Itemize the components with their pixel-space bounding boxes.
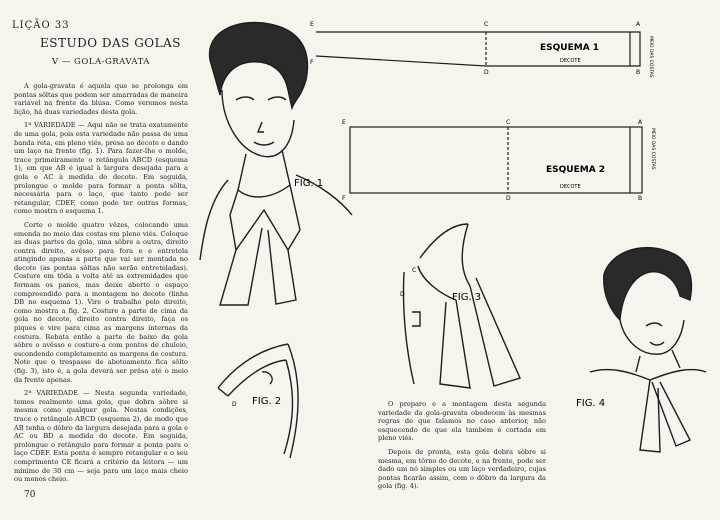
fig1-label: FIG. 1	[294, 178, 324, 189]
paragraph-preparation: O preparo e a montagem desta segunda variedade da gola-gravata obedecem às mesmas regras de que falamos no caso anterior, não esquecendo de que ela também é cortada em pleno viés.	[378, 400, 546, 443]
fig2-point-d: D	[232, 401, 237, 408]
s2-point-c: C	[506, 119, 511, 126]
scheme1-decote: DECOTE	[560, 58, 581, 64]
s1-point-b: B	[636, 69, 641, 76]
paragraph-variety-2: 2ª VARIEDADE — Nesta segunda variedade, temos realmente uma gola, que dobra sôbre si mesma como qualquer gola. Nestas condições, trace o retângulo ABCD (esquema 2), de modo que AB tenha o dôbro da largura desejada para a gola e AC ou BD a medida do decote. Em seguida, prolongue o retângulo para formar a ponta para o laço CDEF. Esta ponta é sempre retangular e o seu comprimento CE ficará a critério da leitora — um mínimo de 30 cm — seja para um laço mais cheio ou menos cheio.	[14, 389, 188, 484]
scheme1-side-label: MEIO DAS COSTAS	[648, 36, 653, 78]
paragraph-intro: A gola-gravata é aquela que se prolonga em pontas sôltas que podem ser amarradas de maneira variável na frente da blusa. Como veremos nesta lição, há duas variedades desta gola.	[14, 82, 188, 116]
section-subtitle: V — GOLA-GRAVATA	[52, 57, 150, 67]
fig4-illustration	[590, 248, 706, 452]
s2-point-d: D	[506, 195, 511, 202]
s1-point-f: F	[310, 59, 314, 66]
fig1-illustration	[200, 23, 352, 306]
scheme2-side-label: MEIO DAS COSTAS	[650, 128, 655, 170]
s1-point-d: D	[484, 69, 489, 76]
scheme2-title: ESQUEMA 2	[546, 165, 606, 175]
paragraph-variety-1: 1ª VARIEDADE — Aqui não se trata exatamente de uma gola, pois esta variedade não passa de uma banda reta, em pleno viés, presa ao decote e dando um laço na frente (fig. 1). Para fazer-lhe o molde, trace primeiramente o retângulo ABCD (esquema 1), em que AB é igual à largura desejada para a gola e AC à medida do decote. Em seguida, prolongue o molde para formar a ponta sôlta, necessária para o laço, que tanto pode ser retangular, CDEF, como pode ter outras formas, como mostra o esquema 1.	[14, 121, 188, 216]
paragraph-finishing: Depois de pronta, esta gola dobra sôbre si mesma, em tôrno do decote, e na frente, pode ser dado um nó simples ou um laço verdadeiro, cujas pontas ficarão assim, com o dôbro da largura da gola (fig. 4).	[378, 447, 546, 491]
page-title: ESTUDO DAS GOLAS	[40, 36, 181, 50]
scheme2-diagram	[350, 127, 642, 193]
s1-point-e: E	[310, 21, 314, 28]
fig4-label: FIG. 4	[576, 398, 606, 409]
fig3-label: FIG. 3	[452, 292, 482, 303]
fig2-label: FIG. 2	[252, 396, 282, 407]
fig3-illustration	[403, 224, 520, 388]
s1-point-c: C	[484, 21, 489, 28]
lesson-label: LIÇÃO 33	[12, 20, 70, 31]
page-number: 70	[24, 490, 36, 500]
fig3-point-d: D	[400, 291, 405, 298]
s2-point-a: A	[638, 119, 643, 126]
s2-point-f: F	[342, 195, 346, 202]
paragraph-cutting: Corte o molde quatro vêzes, colocando uma emenda no meio das costas em pleno viés. Coloque as duas partes da gola, uma sôbre a outra, direito contra direito, avêsso para fora e e entretela atingindo apenas a parte que vai ser montada no decote (as pontas sôltas não serão entreteladas). Costure em tôda a volta até as extremidades que formam os panos, mas deixe aberto o espaço compreendido para a montagem no decote (linha DB no esquema 1). Vire o trabalho pelo direito, como mostra a fig. 2. Costure a parte de cima da gola no decote, direito contra direito, faça os piques e vire para cima as margens internas da costura. Rebata então a parte de baixo da gola sôbre o avêsso e costure-a com pontos de chuleio, escondendo completamente as margens de costura. Note que o trespasse de abotoamento fica sôlto (fig. 3), isto é, a gola deverá ser prêsa até o meio da frente apenas.	[14, 220, 188, 384]
s2-point-b: B	[638, 195, 643, 202]
fig3-point-c: C	[412, 267, 417, 274]
scheme2-decote: DECOTE	[560, 184, 581, 190]
scheme1-title: ESQUEMA 1	[540, 43, 600, 53]
s2-point-e: E	[342, 119, 346, 126]
s1-point-a: A	[636, 21, 641, 28]
